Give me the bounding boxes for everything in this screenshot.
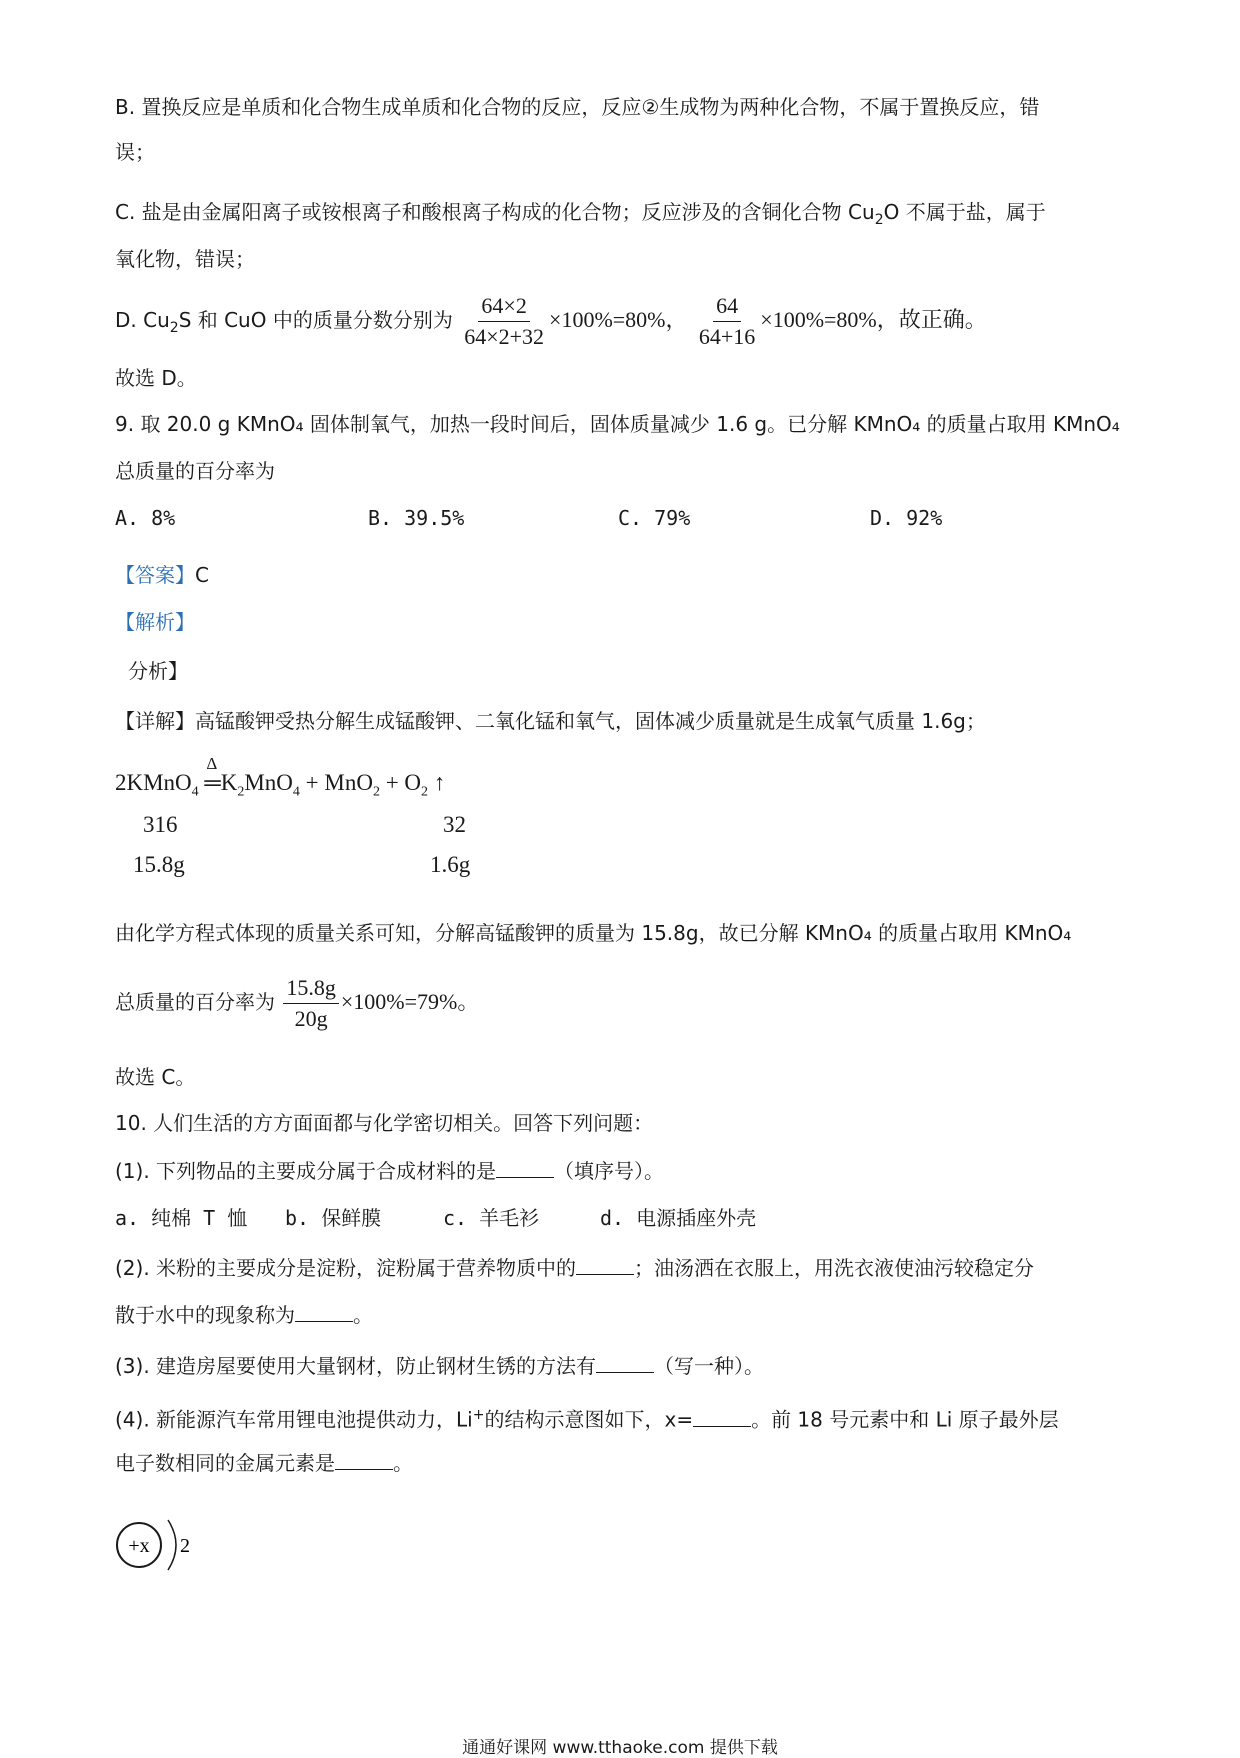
q2-text-c: 散于水中的现象称为 bbox=[115, 1303, 295, 1327]
explanation-b-line2: 误； bbox=[115, 140, 155, 164]
shell-electron-count: 2 bbox=[180, 1535, 190, 1557]
q3-text-b: （写一种）。 bbox=[654, 1354, 765, 1378]
fraction-cu2s bbox=[461, 291, 547, 352]
fraction-percentage-denominator: 20g bbox=[294, 1006, 328, 1031]
question9-line2: 总质量的百分率为 bbox=[115, 459, 275, 483]
d-mid: S 和 CuO 中的质量分数分别为 bbox=[178, 308, 453, 332]
question10-part2-line2 bbox=[115, 1299, 373, 1330]
eq-p3-sub: 2 bbox=[421, 784, 429, 800]
q4-text-a: (4). 新能源汽车常用锂电池提供动力，Li bbox=[115, 1407, 473, 1432]
d-prefix: D. Cu bbox=[115, 308, 170, 332]
eq-arrow: ↑ bbox=[428, 770, 446, 795]
question10-part4-line1 bbox=[115, 1400, 1059, 1435]
answer-value: C bbox=[195, 563, 209, 587]
eq-row2-right: 32 bbox=[443, 812, 466, 837]
fraction-percentage-tail: ×100%=79%。 bbox=[340, 989, 480, 1014]
question10-part3 bbox=[115, 1350, 764, 1381]
q4-text-d: 电子数相同的金属元素是 bbox=[115, 1451, 335, 1475]
explanation-d-line bbox=[115, 290, 987, 358]
fraction-cu2s-numerator: 64×2 bbox=[478, 291, 529, 322]
eq-row2-left: 316 bbox=[143, 812, 178, 837]
q4-answer-blank-2[interactable] bbox=[335, 1447, 393, 1470]
eq-p1-sub: 2 bbox=[237, 784, 245, 800]
q4-text-b: 的结构示意图如下，x= bbox=[484, 1407, 694, 1432]
fraction-cuo-tail: ×100%=80%，故正确。 bbox=[760, 307, 987, 332]
explanation-select: 故选 D。 bbox=[115, 366, 197, 390]
q2-answer-blank-2[interactable] bbox=[295, 1299, 353, 1322]
q1-answer-blank[interactable] bbox=[496, 1155, 554, 1178]
eq-row3-right: 1.6g bbox=[430, 852, 471, 877]
eq-reactant: 2KMnO bbox=[115, 770, 192, 795]
eq-p2: + MnO bbox=[299, 770, 373, 795]
question9-analysis-sub: 分析】 bbox=[128, 659, 188, 683]
fraction-percentage bbox=[283, 973, 339, 1034]
eq-row3-left: 15.8g bbox=[133, 852, 185, 877]
fraction-cu2s-tail: ×100%=80%， bbox=[549, 307, 688, 332]
question9-answer bbox=[115, 560, 209, 590]
q3-text-a: (3). 建造房屋要使用大量钢材，防止钢材生锈的方法有 bbox=[115, 1354, 597, 1378]
eq-reactant-sub: 4 bbox=[191, 784, 199, 800]
q1-text-b: （填序号）。 bbox=[554, 1159, 665, 1183]
question9-conclusion-line1: 由化学方程式体现的质量关系可知，分解高锰酸钾的质量为 15.8g，故已分解 KMnO₄ 的质量占取用 KMnO₄ bbox=[115, 921, 1072, 945]
q4-sup: + bbox=[472, 1407, 485, 1423]
question10-option-b: b. 保鲜膜 bbox=[285, 1206, 382, 1230]
q4-text-e: 。 bbox=[393, 1451, 413, 1475]
question9-option-b: B. 39.5% bbox=[368, 506, 465, 530]
question10-part4-line2 bbox=[115, 1447, 413, 1478]
c-text-b: O 不属于盐，属于 bbox=[883, 200, 1046, 224]
question10-option-a: a. 纯棉 T 恤 bbox=[115, 1206, 248, 1230]
electron-shell-arc bbox=[168, 1520, 176, 1570]
fraction-cu2s-denominator: 64×2+32 bbox=[464, 324, 545, 349]
question9-detail bbox=[115, 706, 986, 736]
ion-structure-diagram bbox=[112, 1510, 192, 1580]
q2-text-a: (2). 米粉的主要成分是淀粉，淀粉属于营养物质中的 bbox=[115, 1256, 577, 1280]
chemical-equation bbox=[115, 754, 446, 801]
question9-option-c: C. 79% bbox=[618, 506, 691, 530]
explanation-c-line2: 氧化物，错误； bbox=[115, 247, 255, 271]
q2-text-b: ；油汤洒在衣服上，用洗衣液使油污较稳定分 bbox=[634, 1256, 1035, 1280]
eq-p1-sub2: 4 bbox=[292, 784, 300, 800]
d-sub: 2 bbox=[169, 320, 179, 336]
heat-condition: Δ ═ bbox=[204, 754, 221, 795]
q4-text-c: 。前 18 号元素中和 Li 原子最外层 bbox=[751, 1407, 1059, 1432]
question9-line1: 9. 取 20.0 g KMnO₄ 固体制氧气，加热一段时间后，固体质量减少 1.6 g。已分解 KMnO₄ 的质量占取用 KMnO₄ bbox=[115, 412, 1120, 436]
conclusion-prefix: 总质量的百分率为 bbox=[115, 990, 275, 1014]
heat-triangle-icon: Δ bbox=[206, 754, 218, 773]
q4-answer-blank-1[interactable] bbox=[693, 1404, 751, 1427]
fraction-percentage-numerator: 15.8g bbox=[283, 973, 339, 1004]
explanation-c-line1 bbox=[115, 197, 1046, 235]
q2-answer-blank-1[interactable] bbox=[576, 1252, 634, 1275]
question9-option-a: A. 8% bbox=[115, 506, 176, 530]
question10-part1 bbox=[115, 1155, 664, 1186]
question9-analysis-tag: 【解析】 bbox=[115, 610, 195, 634]
fraction-cuo bbox=[696, 291, 758, 352]
question10-intro: 10. 人们生活的方方面面都与化学密切相关。回答下列问题： bbox=[115, 1111, 654, 1135]
page-footer: 通通好课网 www.tthaoke.com 提供下载 bbox=[462, 1738, 778, 1758]
eq-p1: K bbox=[220, 770, 238, 795]
nucleus-label: +x bbox=[128, 1535, 150, 1557]
eq-p1-rest: MnO bbox=[244, 770, 293, 795]
question9-select: 故选 C。 bbox=[115, 1065, 196, 1089]
eq-p3: + O bbox=[379, 770, 422, 795]
question10-part2-line1 bbox=[115, 1252, 1034, 1283]
c-text-a: C. 盐是由金属阳离子或铵根离子和酸根离子构成的化合物；反应涉及的含铜化合物 Cu bbox=[115, 200, 875, 224]
c-sub: 2 bbox=[874, 212, 884, 228]
eq-p2-sub: 2 bbox=[372, 784, 380, 800]
question10-option-c: c. 羊毛衫 bbox=[443, 1206, 540, 1230]
fraction-cuo-numerator: 64 bbox=[713, 291, 741, 322]
q1-text-a: (1). 下列物品的主要成分属于合成材料的是 bbox=[115, 1159, 497, 1183]
fraction-cuo-denominator: 64+16 bbox=[698, 324, 756, 349]
detail-tag: 【详解】 bbox=[115, 709, 195, 733]
question9-conclusion-line2 bbox=[115, 972, 479, 1034]
q2-text-d: 。 bbox=[353, 1303, 373, 1327]
q3-answer-blank[interactable] bbox=[596, 1350, 654, 1373]
question10-option-d: d. 电源插座外壳 bbox=[600, 1206, 757, 1230]
explanation-b-line1: B. 置换反应是单质和化合物生成单质和化合物的反应，反应②生成物为两种化合物，不属于置换反应，错 bbox=[115, 95, 1040, 119]
question9-option-d: D. 92% bbox=[870, 506, 943, 530]
detail-text: 高锰酸钾受热分解生成锰酸钾、二氧化锰和氧气，固体减少质量就是生成氧气质量 1.6g； bbox=[195, 709, 986, 733]
answer-tag: 【答案】 bbox=[115, 563, 195, 587]
